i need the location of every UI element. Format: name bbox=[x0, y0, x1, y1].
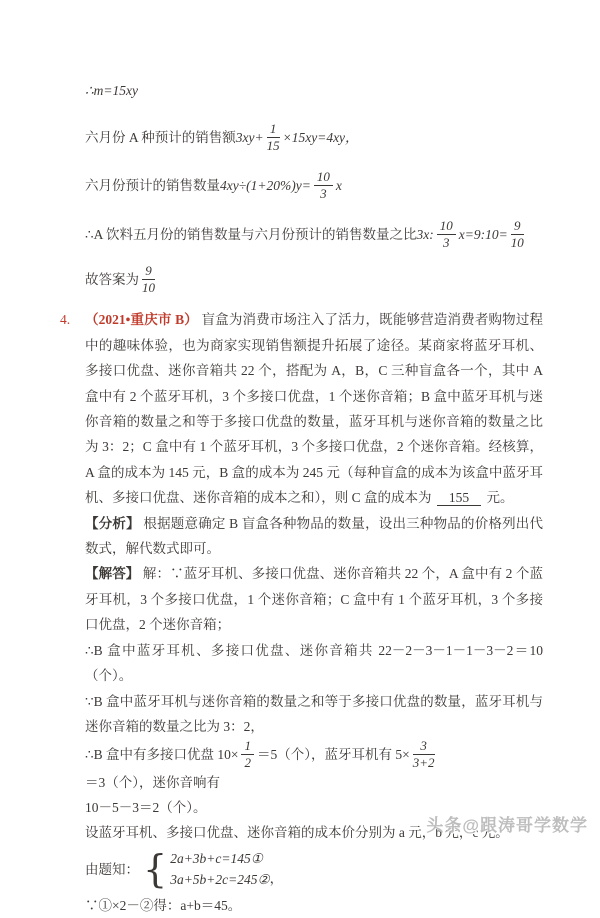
problem-number: 4. bbox=[60, 312, 71, 328]
solve-text-2: ∴B 盒中蓝牙耳机、多接口优盘、迷你音箱共 22－2－3－1－1－3－2＝10（个）。 bbox=[85, 642, 543, 684]
analysis-paragraph bbox=[85, 511, 543, 562]
equation-part: x=9:10= bbox=[458, 226, 508, 242]
watermark-toutiao: 头条@跟涛哥学数学 bbox=[426, 816, 588, 835]
solution-line-b-condition bbox=[85, 689, 543, 740]
solve-tag: 【解答】 bbox=[85, 566, 140, 582]
solution-line-final-answer bbox=[85, 259, 543, 299]
solve-text-7: ∵①×2－②得：a+b＝45。 bbox=[85, 898, 242, 913]
solve-text-4c: ＝3（个），迷你音响有 bbox=[85, 774, 220, 790]
fraction-denominator: 10 bbox=[510, 234, 524, 250]
label-june-qty: 六月份预计的销售数量 bbox=[85, 177, 220, 193]
fraction-denominator: 10 bbox=[142, 279, 155, 295]
solution-line-ratio bbox=[85, 213, 543, 255]
fraction-denominator: 2 bbox=[244, 754, 251, 770]
equation-part: 3xy+ bbox=[235, 129, 264, 145]
fraction-1-2 bbox=[241, 739, 254, 769]
equation-part: 4xy÷(1+20%)y= bbox=[220, 177, 311, 193]
answer-value: 155 bbox=[448, 490, 470, 506]
fraction-denominator: 3+2 bbox=[412, 754, 435, 770]
problem-source-tag: （2021•重庆市 B） bbox=[85, 312, 198, 328]
fraction-10-3 bbox=[314, 170, 333, 200]
solve-text-4b: ＝5（个），蓝牙耳机有 5× bbox=[256, 746, 410, 762]
equation-m-15xy: ∴m=15xy bbox=[85, 83, 138, 98]
system-equations bbox=[170, 848, 269, 891]
solve-text-3: ∵B 盒中蓝牙耳机与迷你音箱的数量之和等于多接口优盘的数量，蓝牙耳机与迷你音箱的数量之比为 3：2， bbox=[85, 693, 543, 734]
problem-body-text: 盲盒为消费市场注入了活力，既能够营造消费者购物过程中的趣味体验，也为商家实现销售额提升拓展了途径。某商家将蓝牙耳机、多接口优盘、迷你音箱共 22 个，搭配为 A，B，C 三种盲盒各一个，其中 A 盒中有 2 个蓝牙耳机，3 个多接口优盘，1 个迷你音箱；B 盒中蓝牙耳机与迷你音箱的数量之和等于多接口优盘的数量，蓝牙耳机与迷你音箱的数量之比为 3：2；C 盒中有 1 个蓝牙耳机，3 个多接口优盘，2 个迷你音箱。经核算，A 盒的成本为 145 元，B 盒的成本为 245 元（每种盲盒的成本为该盒中蓝牙耳机、多接口优盘、迷你音箱的成本之和），则 C 盒的成本为 bbox=[85, 312, 544, 506]
fraction-denominator: 15 bbox=[266, 137, 280, 153]
equation-1: 2a+3b+c=145① bbox=[170, 850, 263, 866]
system-label: 由题知： bbox=[85, 861, 139, 877]
fraction-numerator: 3 bbox=[413, 739, 435, 755]
fraction-numerator: 1 bbox=[241, 739, 254, 755]
equation-2: 3a+5b+2c=245② bbox=[170, 872, 270, 888]
solution-line-m bbox=[85, 78, 543, 103]
solution-line-b-counts bbox=[85, 739, 543, 795]
solution-line-conclusion bbox=[85, 893, 543, 918]
fraction-numerator: 9 bbox=[142, 264, 155, 280]
answer-blank bbox=[437, 490, 481, 506]
solution-line-june-sales-qty bbox=[85, 165, 543, 205]
fraction-denominator: 3 bbox=[320, 185, 327, 201]
problem-4 bbox=[60, 307, 544, 510]
equation-part: x bbox=[335, 177, 342, 193]
fraction-denominator: 3 bbox=[442, 234, 450, 250]
analysis-tag: 【分析】 bbox=[85, 515, 140, 531]
fraction-numerator: 10 bbox=[314, 170, 333, 186]
solve-text-1: 解：∵蓝牙耳机、多接口优盘、迷你音箱共 22 个，A 盒中有 2 个蓝牙耳机，3 个多接口优盘，1 个迷你音箱；C 盒中有 1 个蓝牙耳机，3 个多接口优盘，2 个迷你音箱； bbox=[85, 566, 544, 633]
label-ratio: ∴A 饮料五月份的销售数量与六月份预计的销售数量之比 bbox=[85, 226, 417, 242]
fraction-1-15 bbox=[267, 122, 280, 152]
equation-part: 3x: bbox=[416, 226, 434, 242]
fraction-9-10 bbox=[511, 219, 524, 249]
solution-paragraph-1 bbox=[85, 561, 543, 637]
fraction-9-10 bbox=[142, 264, 155, 294]
solve-text-5: 10－5－3＝2（个）。 bbox=[85, 800, 207, 815]
fraction-numerator: 1 bbox=[267, 122, 280, 138]
label-answer: 故答案为 bbox=[85, 271, 139, 287]
fraction-numerator: 10 bbox=[437, 219, 456, 235]
equation-system bbox=[85, 848, 543, 891]
analysis-text: 根据题意确定 B 盲盒各种物品的数量，设出三种物品的价格列出代数式，解代数式即可。 bbox=[85, 515, 543, 557]
solve-text-4a: ∴B 盒中有多接口优盘 10× bbox=[85, 746, 239, 762]
problem-tail-text: 元。 bbox=[486, 490, 514, 506]
solution-line-b-total bbox=[85, 638, 543, 689]
solution-line-june-sales-amount bbox=[85, 117, 543, 157]
solve-text-6: 设蓝牙耳机、多接口优盘、迷你音箱的成本价分别为 a 元，b 元，c 元。 bbox=[85, 825, 509, 841]
fraction-10-3 bbox=[437, 219, 456, 249]
system-comma: ， bbox=[269, 870, 284, 886]
left-brace: { bbox=[143, 847, 168, 892]
equation-part: ×15xy=4xy， bbox=[282, 129, 359, 145]
fraction-numerator: 9 bbox=[511, 219, 524, 235]
label-june-a-sales: 六月份 A 种预计的销售额 bbox=[85, 129, 236, 145]
fraction-3-over-3plus2 bbox=[413, 739, 435, 769]
